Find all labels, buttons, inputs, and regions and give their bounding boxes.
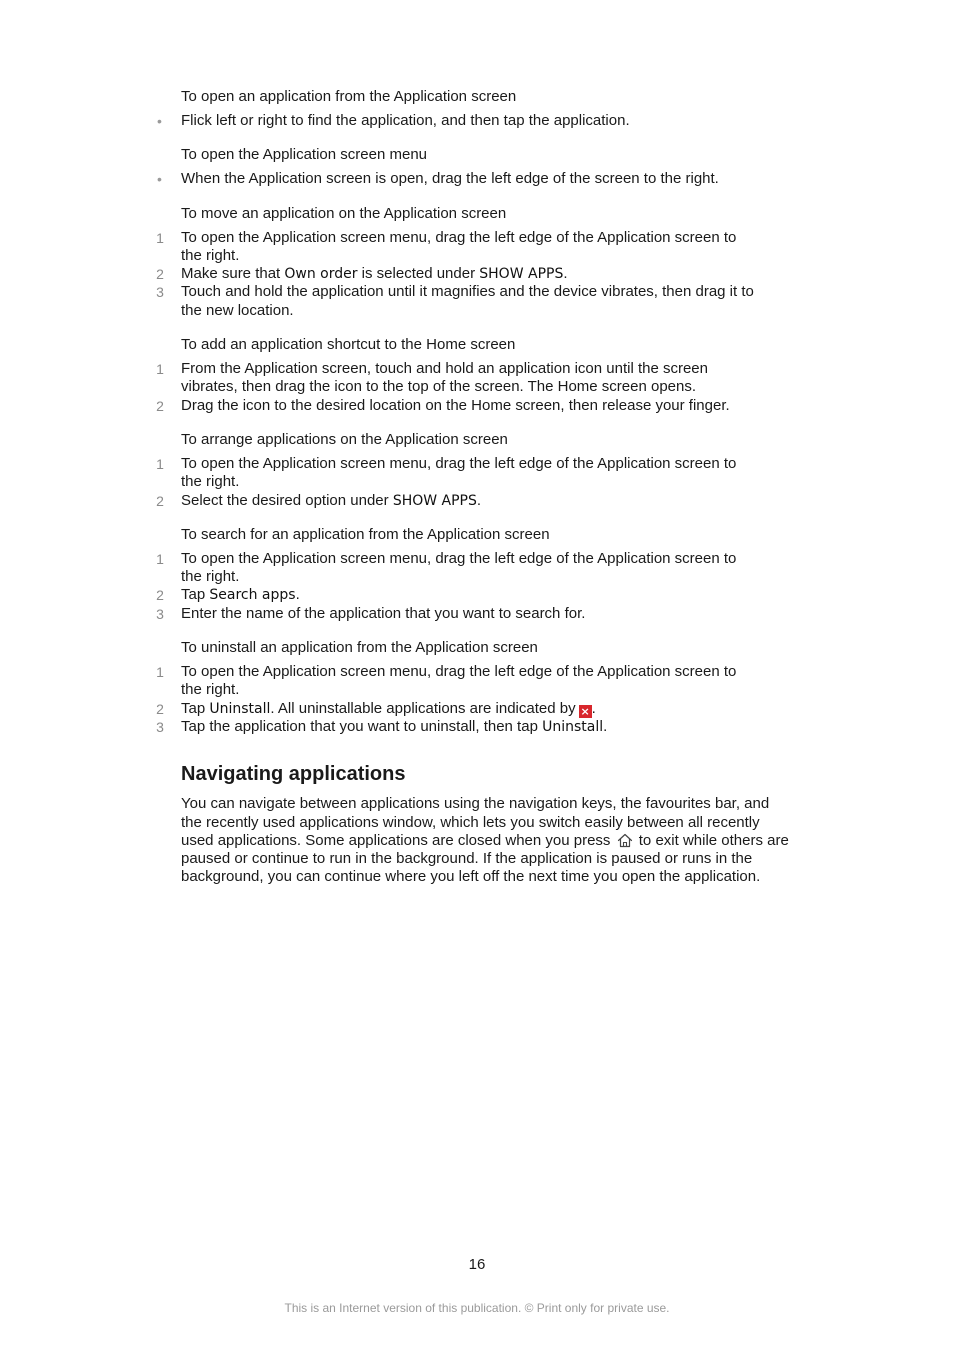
step-text: Tap [181, 699, 210, 717]
home-icon [617, 833, 633, 848]
section-title: To open the Application screen menu [181, 146, 427, 164]
ui-term: Uninstall [209, 700, 271, 717]
step-text: . [563, 265, 568, 283]
step-text: To open the Application screen menu, drag the left edge of the Application screen to the right. [181, 228, 737, 264]
ui-term: Own order [284, 266, 358, 283]
step-text: To open the Application screen menu, drag the left edge of the Application screen to the right. [181, 549, 737, 586]
bullet-step [157, 170, 756, 188]
step-text: is selected under [357, 265, 480, 283]
step-number: 2 [156, 700, 164, 717]
numbered-step [156, 283, 756, 320]
step-text: Drag the icon to the desired location on the Home screen, then release your finger. [181, 396, 730, 414]
section-title: To arrange applications on the Application screen [181, 430, 508, 448]
step-number: 1 [156, 361, 164, 378]
step-number: 1 [156, 455, 164, 472]
numbered-step [156, 491, 756, 510]
step-text: When the Application screen is open, drag the left edge of the screen to the right. [181, 170, 719, 188]
step-number: 3 [156, 605, 164, 622]
paragraph-text: to exit while others are paused or continue to run in the background. If the application is paused or runs in the background, you can continue where you left off the next time you open the application. [181, 831, 789, 886]
step-number: 3 [156, 284, 164, 301]
numbered-step [156, 454, 756, 492]
footer-note: This is an Internet version of this publication. © Print only for private use. [284, 1301, 670, 1315]
bullet-step [157, 112, 756, 130]
step-number: 3 [156, 718, 164, 735]
step-text: . All uninstallable applications are indicated by [270, 699, 576, 717]
paragraph-text: You can navigate between applications using the navigation keys, the favourites bar, and the recently used applications window, which lets you switch easily between all recently used applications. Some applications are closed when you press [181, 795, 770, 849]
step-number: 2 [156, 587, 164, 604]
page-number: 16 [468, 1256, 486, 1273]
step-text: . [295, 586, 300, 604]
numbered-step [156, 604, 756, 623]
step-text: . [591, 699, 596, 717]
step-text: From the Application screen, touch and hold an application icon until the screen vibrates, then drag the icon to the top of the screen. The Home screen opens. [181, 360, 708, 396]
step-text: To open the Application screen menu, drag the left edge of the Application screen to the right. [181, 663, 737, 699]
numbered-step [156, 549, 756, 587]
section-title: To move an application on the Application screen [181, 204, 507, 222]
numbered-step [156, 396, 756, 415]
step-number: 2 [156, 266, 164, 283]
step-text: Tap the application that you want to uninstall, then tap [181, 717, 543, 735]
step-text: Tap [181, 586, 210, 604]
ui-term: SHOW APPS [479, 266, 564, 283]
numbered-step [156, 265, 756, 283]
numbered-step [156, 699, 756, 718]
section-open-menu [157, 146, 791, 188]
numbered-step [156, 360, 756, 397]
section-search-app [156, 525, 791, 623]
section-uninstall-app [156, 639, 791, 736]
uninstall-marker-icon: × [580, 704, 590, 718]
section-title: To open an application from the Application screen [181, 88, 517, 105]
step-text: Select the desired option under [181, 491, 393, 509]
section-open-app [157, 88, 791, 130]
step-text: Touch and hold the application until it magnifies and the device vibrates, then drag it to the new location. [181, 283, 754, 319]
ui-term: SHOW APPS [392, 492, 477, 509]
step-number: 2 [156, 397, 164, 414]
numbered-step [156, 717, 756, 736]
ui-term: Search apps [209, 587, 296, 604]
step-text: Flick left or right to find the application, and then tap the application. [181, 112, 630, 129]
step-number: 1 [156, 229, 164, 246]
section-title: To add an application shortcut to the Home screen [181, 336, 516, 354]
page-content [156, 88, 791, 887]
numbered-step [156, 228, 756, 266]
step-text: Make sure that [181, 265, 285, 283]
numbered-step [156, 586, 756, 604]
bullet-marker: • [157, 171, 162, 188]
step-number: 1 [156, 550, 164, 567]
body-paragraph [181, 795, 791, 886]
ui-term: Uninstall [542, 718, 604, 735]
section-heading: Navigating applications [181, 763, 406, 786]
section-title: To search for an application from the Application screen [181, 525, 550, 543]
step-text: Enter the name of the application that you want to search for. [181, 604, 586, 622]
step-text: To open the Application screen menu, drag the left edge of the Application screen to the right. [181, 454, 737, 491]
bullet-marker: • [157, 113, 162, 129]
section-add-shortcut [156, 336, 791, 415]
step-number: 1 [156, 664, 164, 681]
step-number: 2 [156, 492, 164, 509]
step-text: . [476, 491, 482, 509]
step-text: . [603, 717, 608, 735]
section-arrange-apps [156, 430, 791, 510]
section-title: To uninstall an application from the Application screen [181, 639, 538, 657]
numbered-step [156, 663, 756, 700]
section-move-app [156, 204, 791, 320]
